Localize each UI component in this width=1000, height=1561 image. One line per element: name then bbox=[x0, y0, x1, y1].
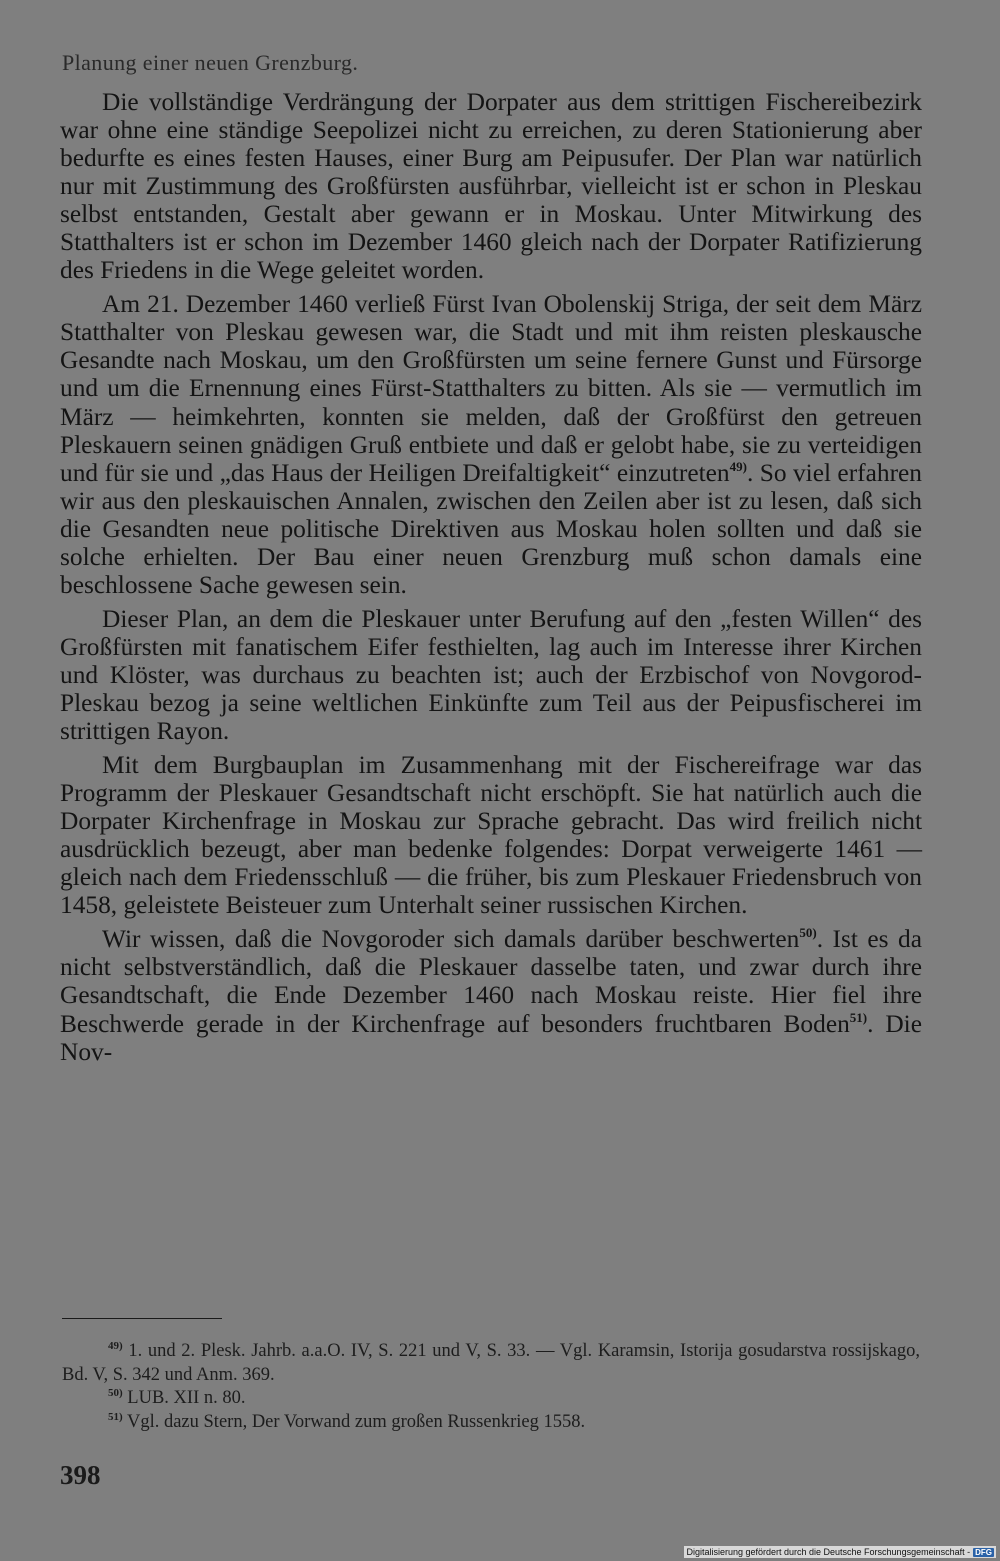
footnote-text: 1. und 2. Plesk. Jahrb. a.a.O. IV, S. 221 und V, S. 33. — Vgl. Karamsin, Istorija gosudarstva rossijskago, Bd. V, S. 342 und Anm. 369. bbox=[62, 1341, 920, 1385]
footnotes bbox=[62, 1340, 920, 1434]
dfg-logo[interactable]: DFG bbox=[975, 1547, 992, 1557]
footnote-divider bbox=[62, 1318, 222, 1319]
footnote-mark: 50) bbox=[108, 1387, 123, 1399]
paragraph-text: . Ist es da nicht selbstverständlich, daß die Pleskauer dasselbe taten, und zwar durch ihre Gesandtschaft, die Ende Dezember 1460 nach Moskau reiste. Hier fiel ihre Beschwerde gerade in der Kirchenfrage auf besonders fruchtbaren Boden bbox=[60, 925, 922, 1038]
footnote-51 bbox=[62, 1411, 920, 1435]
footnote-mark: 49) bbox=[108, 1340, 123, 1352]
paragraph-text: Mit dem Burgbauplan im Zusammenhang mit der Fischereifrage war das Programm der Pleskauer Gesandtschaft nicht erschöpft. Sie hat natürlich auch die Dorpater Kirchenfrage in Moskau zur Sprache gebracht. Das wird freilich nicht ausdrücklich bezeugt, aber man bedenke folgendes: Dorpat verweigerte 1461 — gleich nach dem Friedensschluß — die früher, bis zum Pleskauer Friedensbruch von 1458, geleistete Beisteuer zum Unterhalt seiner russischen Kirchen. bbox=[60, 751, 922, 920]
digitization-credit bbox=[684, 1546, 996, 1558]
running-head: Planung einer neuen Grenzburg. bbox=[62, 50, 359, 75]
page-number: 398 bbox=[60, 1460, 101, 1490]
paragraph-1 bbox=[60, 88, 922, 284]
footnote-text: Vgl. dazu Stern, Der Vorwand zum großen Russenkrieg 1558. bbox=[126, 1411, 586, 1432]
paragraph-3 bbox=[60, 605, 922, 745]
paragraph-text: Die vollständige Verdrängung der Dorpater aus dem strittigen Fischereibezirk war ohne eine ständige Seepolizei nicht zu erreichen, zu deren Stationierung aber bedurfte es eines festen Hauses, einer Burg am Peipusufer. Der Plan war natürlich nur mit Zustimmung des Großfürsten ausführbar, vielleicht ist er schon in Pleskau selbst entstanden, Gestalt aber gewann er in Moskau. Unter Mitwirkung des Statthalters ist er schon im Dezember 1460 gleich nach der Dorpater Ratifizierung des Friedens in die Wege geleitet worden. bbox=[60, 88, 922, 285]
footnote-ref-49[interactable]: 49) bbox=[729, 458, 747, 474]
credit-text: Digitalisierung gefördert durch die Deutsche Forschungsgemeinschaft - bbox=[686, 1547, 971, 1557]
footnote-ref-50[interactable]: 50) bbox=[799, 925, 817, 941]
paragraph-4 bbox=[60, 751, 922, 919]
paragraph-text: . Die Nov- bbox=[60, 1009, 922, 1066]
paragraph-2 bbox=[60, 290, 922, 599]
footnote-50 bbox=[62, 1387, 920, 1411]
footnote-text: LUB. XII n. 80. bbox=[127, 1388, 246, 1408]
footnote-49 bbox=[62, 1340, 920, 1387]
footnote-mark: 51) bbox=[108, 1410, 123, 1423]
paragraph-text: Dieser Plan, an dem die Pleskauer unter Berufung auf den „festen Willen“ des Großfürsten mit fanatischem Eifer festhielten, lag auch im Interesse ihrer Kirchen und Klöster, was durchaus zu beachten ist; auch der Erzbischof von Novgorod-Pleskau bezog ja seine weltlichen Einkünfte zum Teil aus der Peipusfischerei im strittigen Rayon. bbox=[60, 604, 922, 746]
main-text bbox=[60, 88, 922, 1072]
paragraph-text: . So viel erfahren wir aus den pleskauischen Annalen, zwischen den Zeilen aber ist zu lesen, daß sich die Gesandten neue politische Direktiven aus Moskau holen sollten und daß sie solche erhielten. Der Bau einer neuen Grenzburg muß schon damals eine beschlossene Sache gewesen sein. bbox=[60, 458, 922, 599]
paragraph-text: Am 21. Dezember 1460 verließ Fürst Ivan Obolenskij Striga, der seit dem März Statthalter von Pleskau gewesen war, die Stadt und mit ihm reisten pleskausche Gesandte nach Moskau, um den Großfürsten um seine fernere Gunst und Fürsorge und um die Ernennung eines Fürst-Statthalters zu bitten. Als sie — vermutlich im März — heimkehrten, konnten sie melden, daß der Großfürst den getreuen Pleskauern seinen gnädigen Gruß entbiete und daß er gelobt habe, sie zu verteidigen und für sie und „das Haus der Heiligen Dreifaltigkeit“ einzutreten bbox=[60, 290, 922, 487]
paragraph-text: Wir wissen, daß die Novgoroder sich damals darüber beschwerten bbox=[102, 925, 800, 954]
footnote-ref-51[interactable]: 51) bbox=[849, 1009, 868, 1025]
paragraph-5 bbox=[60, 925, 922, 1065]
